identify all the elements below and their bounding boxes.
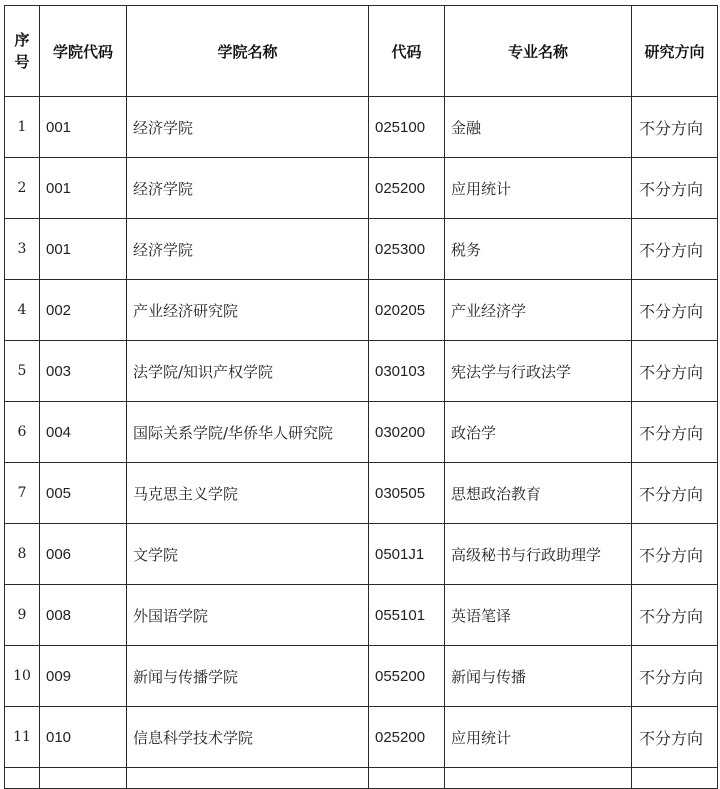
cell-seq: 4 [5, 280, 40, 341]
cell-college-code: 005 [40, 463, 127, 524]
header-seq-line2: 号 [14, 53, 30, 71]
cell-seq: 11 [5, 707, 40, 768]
header-college-name: 学院名称 [127, 6, 369, 97]
cell-college-code: 003 [40, 341, 127, 402]
cell-major-code: 025100 [369, 97, 445, 158]
table-row [5, 646, 718, 707]
cell-empty [5, 768, 40, 789]
cell-direction: 不分方向 [632, 402, 718, 463]
cell-major-name: 税务 [445, 219, 632, 280]
header-seq-line1: 序 [14, 31, 30, 49]
cell-major-code: 055101 [369, 585, 445, 646]
cell-college-code: 001 [40, 158, 127, 219]
table-row [5, 341, 718, 402]
cell-major-name: 新闻与传播 [445, 646, 632, 707]
cell-college-name: 经济学院 [127, 97, 369, 158]
cell-college-code: 002 [40, 280, 127, 341]
table-row [5, 219, 718, 280]
header-direction: 研究方向 [632, 6, 718, 97]
cell-empty [369, 768, 445, 789]
cell-college-name: 法学院/知识产权学院 [127, 341, 369, 402]
cell-major-code: 020205 [369, 280, 445, 341]
table-row [5, 97, 718, 158]
cell-college-code: 010 [40, 707, 127, 768]
cell-college-name: 国际关系学院/华侨华人研究院 [127, 402, 369, 463]
cell-college-name: 马克思主义学院 [127, 463, 369, 524]
cell-major-code: 025200 [369, 158, 445, 219]
header-major-code: 代码 [369, 6, 445, 97]
cell-direction: 不分方向 [632, 524, 718, 585]
cell-major-code: 030103 [369, 341, 445, 402]
cell-empty [127, 768, 369, 789]
header-college-code: 学院代码 [40, 6, 127, 97]
cell-major-name: 思想政治教育 [445, 463, 632, 524]
cell-college-code: 004 [40, 402, 127, 463]
cell-empty [632, 768, 718, 789]
cell-major-name: 金融 [445, 97, 632, 158]
cell-direction: 不分方向 [632, 463, 718, 524]
cell-college-code: 009 [40, 646, 127, 707]
cell-college-code: 006 [40, 524, 127, 585]
cell-seq: 7 [5, 463, 40, 524]
cell-seq: 1 [5, 97, 40, 158]
cell-seq: 5 [5, 341, 40, 402]
cell-college-name: 新闻与传播学院 [127, 646, 369, 707]
cell-seq: 6 [5, 402, 40, 463]
cell-major-code: 030200 [369, 402, 445, 463]
cell-college-code: 001 [40, 97, 127, 158]
cell-major-name: 英语笔译 [445, 585, 632, 646]
cell-college-name: 产业经济研究院 [127, 280, 369, 341]
cell-direction: 不分方向 [632, 341, 718, 402]
cell-major-name: 应用统计 [445, 707, 632, 768]
cell-college-name: 外国语学院 [127, 585, 369, 646]
cell-college-name: 文学院 [127, 524, 369, 585]
cell-seq: 9 [5, 585, 40, 646]
table-row [5, 402, 718, 463]
cell-college-name: 经济学院 [127, 158, 369, 219]
cell-college-name: 信息科学技术学院 [127, 707, 369, 768]
cell-major-name: 高级秘书与行政助理学 [445, 524, 632, 585]
table-row [5, 280, 718, 341]
cell-major-name: 应用统计 [445, 158, 632, 219]
cell-direction: 不分方向 [632, 219, 718, 280]
table-row [5, 524, 718, 585]
cell-empty [445, 768, 632, 789]
cell-seq: 8 [5, 524, 40, 585]
header-major-name: 专业名称 [445, 6, 632, 97]
cell-major-name: 产业经济学 [445, 280, 632, 341]
cell-major-name: 政治学 [445, 402, 632, 463]
cell-seq: 3 [5, 219, 40, 280]
cell-major-code: 055200 [369, 646, 445, 707]
cell-major-code: 025200 [369, 707, 445, 768]
cell-direction: 不分方向 [632, 707, 718, 768]
cell-college-code: 001 [40, 219, 127, 280]
cell-direction: 不分方向 [632, 646, 718, 707]
cell-major-code: 0501J1 [369, 524, 445, 585]
table-row [5, 585, 718, 646]
header-row [5, 6, 718, 97]
cell-college-name: 经济学院 [127, 219, 369, 280]
cell-direction: 不分方向 [632, 280, 718, 341]
cell-major-code: 025300 [369, 219, 445, 280]
cell-seq: 2 [5, 158, 40, 219]
cell-direction: 不分方向 [632, 158, 718, 219]
table-row [5, 707, 718, 768]
table-row [5, 463, 718, 524]
cell-seq: 10 [5, 646, 40, 707]
majors-table [4, 5, 718, 789]
cell-empty [40, 768, 127, 789]
cell-college-code: 008 [40, 585, 127, 646]
table-row [5, 158, 718, 219]
cell-major-code: 030505 [369, 463, 445, 524]
header-seq [5, 6, 40, 97]
cell-direction: 不分方向 [632, 585, 718, 646]
cell-direction: 不分方向 [632, 97, 718, 158]
table-row-partial [5, 768, 718, 789]
cell-major-name: 宪法学与行政法学 [445, 341, 632, 402]
